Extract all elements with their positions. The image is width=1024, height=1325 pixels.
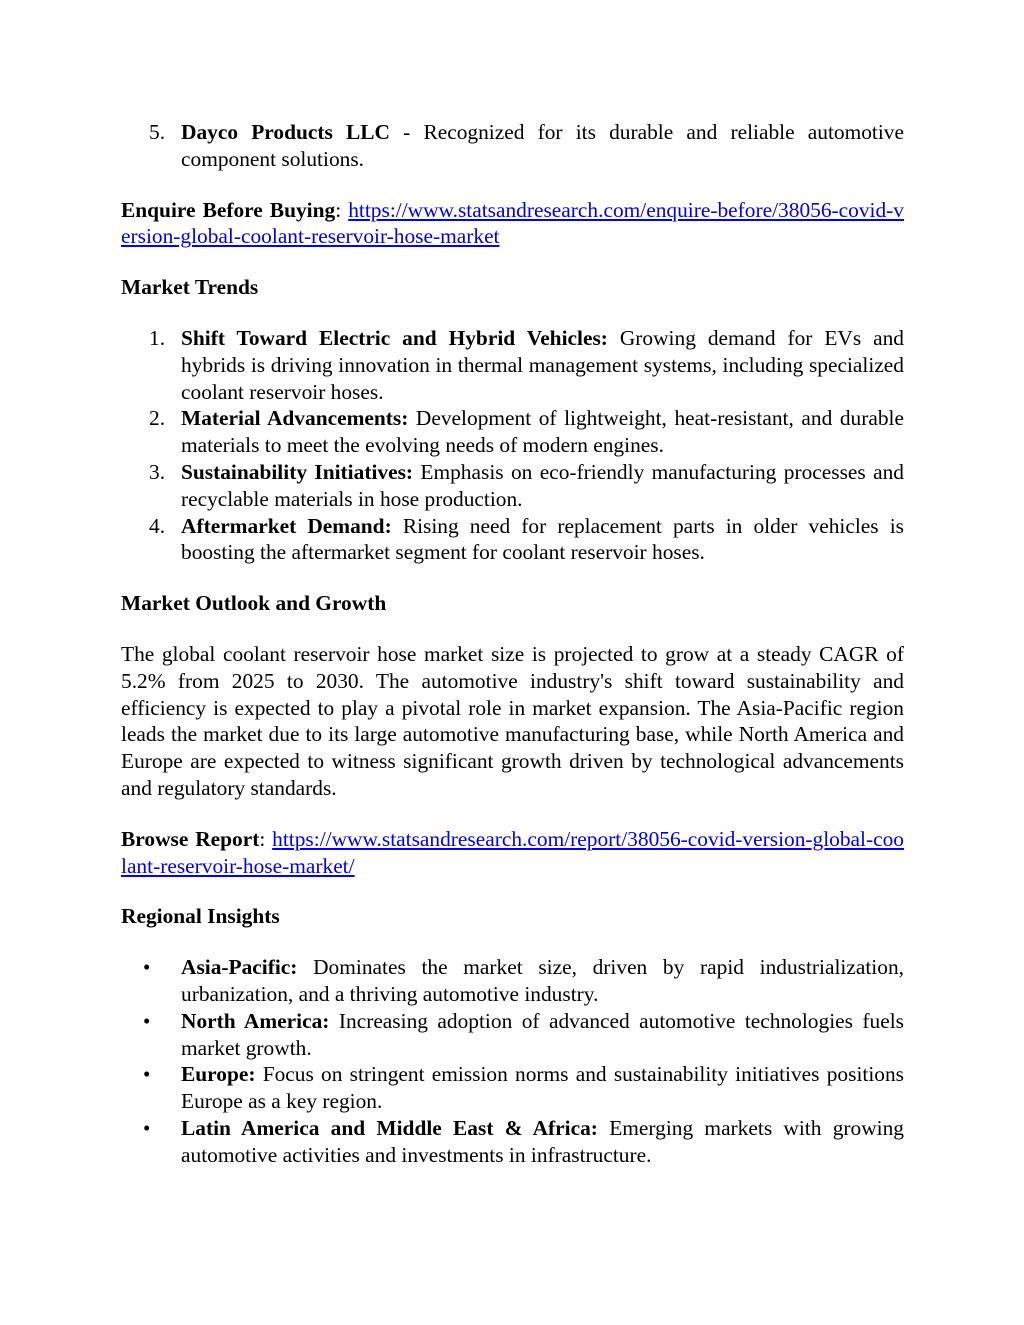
list-item bbox=[121, 1008, 904, 1062]
list-item bbox=[121, 1061, 904, 1115]
list-item bbox=[121, 459, 904, 513]
trend-text: Emphasis on eco-friendly manufacturing processes and recyclable materials in hose production. bbox=[181, 459, 904, 511]
region-text: Dominates the market size, driven by rapid industrialization, urbanization, and a thriving automotive industry. bbox=[181, 955, 904, 1006]
regional-insights-list bbox=[121, 954, 904, 1168]
list-item bbox=[121, 325, 904, 405]
trend-title: Aftermarket Demand: bbox=[181, 513, 392, 538]
company-name: Dayco Products LLC bbox=[181, 120, 390, 144]
bullet-icon: • bbox=[143, 955, 151, 980]
company-description: - Recognized for its durable and reliable automotive component solutions. bbox=[181, 120, 904, 171]
list-number: 3. bbox=[149, 459, 166, 484]
region-name: Latin America and Middle East & Africa: bbox=[181, 1115, 598, 1140]
region-text: Focus on stringent emission norms and sustainability initiatives positions Europe as a key region. bbox=[181, 1062, 904, 1114]
trend-text: Rising need for replacement parts in older vehicles is boosting the aftermarket segment for coolant reservoir hoses. bbox=[181, 513, 904, 565]
enquire-label: Enquire Before Buying bbox=[121, 197, 336, 222]
list-item bbox=[121, 1115, 904, 1169]
list-number: 2. bbox=[149, 406, 166, 431]
browse-paragraph bbox=[121, 826, 904, 880]
list-number: 5. bbox=[149, 120, 166, 144]
trend-text: Growing demand for EVs and hybrids is driving innovation in thermal management systems, including specialized coolant reservoir hoses. bbox=[181, 325, 904, 404]
browse-separator: : bbox=[259, 826, 273, 851]
list-item bbox=[121, 119, 904, 173]
market-outlook-paragraph: The global coolant reservoir hose market size is projected to grow at a steady CAGR of 5.2% from 2025 to 2030. The automotive industry's shift toward sustainability and efficiency is expected to play a pivotal role in market expansion. The Asia-Pacific region leads the market due to its large automotive manufacturing base, while North America and Europe are expected to witness significant growth driven by technological advancements and regulatory standards. bbox=[121, 641, 904, 800]
browse-label: Browse Report bbox=[121, 826, 260, 851]
bullet-icon: • bbox=[143, 1115, 151, 1140]
companies-list bbox=[121, 119, 904, 173]
list-item bbox=[121, 513, 904, 567]
bullet-icon: • bbox=[143, 1008, 151, 1033]
trend-title: Material Advancements: bbox=[181, 406, 409, 431]
market-outlook-heading: Market Outlook and Growth bbox=[121, 591, 387, 616]
bullet-icon: • bbox=[143, 1062, 151, 1087]
list-item bbox=[121, 405, 904, 459]
document-page bbox=[121, 119, 904, 1169]
market-trends-list bbox=[121, 325, 904, 566]
list-number: 1. bbox=[149, 325, 166, 350]
region-name: Asia-Pacific: bbox=[181, 955, 298, 980]
enquire-separator: : bbox=[335, 197, 349, 222]
region-name: North America: bbox=[181, 1008, 330, 1033]
region-text: Emerging markets with growing automotive activities and investments in infrastructure. bbox=[181, 1115, 904, 1167]
region-text: Increasing adoption of advanced automotive technologies fuels market growth. bbox=[181, 1008, 904, 1060]
region-name: Europe: bbox=[181, 1062, 256, 1087]
trend-title: Shift Toward Electric and Hybrid Vehicles: bbox=[181, 325, 608, 350]
trend-text: Development of lightweight, heat-resistant, and durable materials to meet the evolving needs of modern engines. bbox=[181, 406, 904, 458]
enquire-paragraph bbox=[121, 197, 904, 251]
market-trends-heading: Market Trends bbox=[121, 275, 259, 300]
browse-link[interactable]: https://www.statsandresearch.com/report/38056-covid-version-global-coolant-reservoir-hose-market/ bbox=[121, 826, 904, 878]
list-item bbox=[121, 954, 904, 1008]
regional-insights-heading: Regional Insights bbox=[121, 904, 280, 929]
list-number: 4. bbox=[149, 513, 166, 538]
trend-title: Sustainability Initiatives: bbox=[181, 459, 414, 484]
enquire-link[interactable]: https://www.statsandresearch.com/enquire-before/38056-covid-version-global-coolant-reservoir-hose-market bbox=[121, 197, 904, 249]
